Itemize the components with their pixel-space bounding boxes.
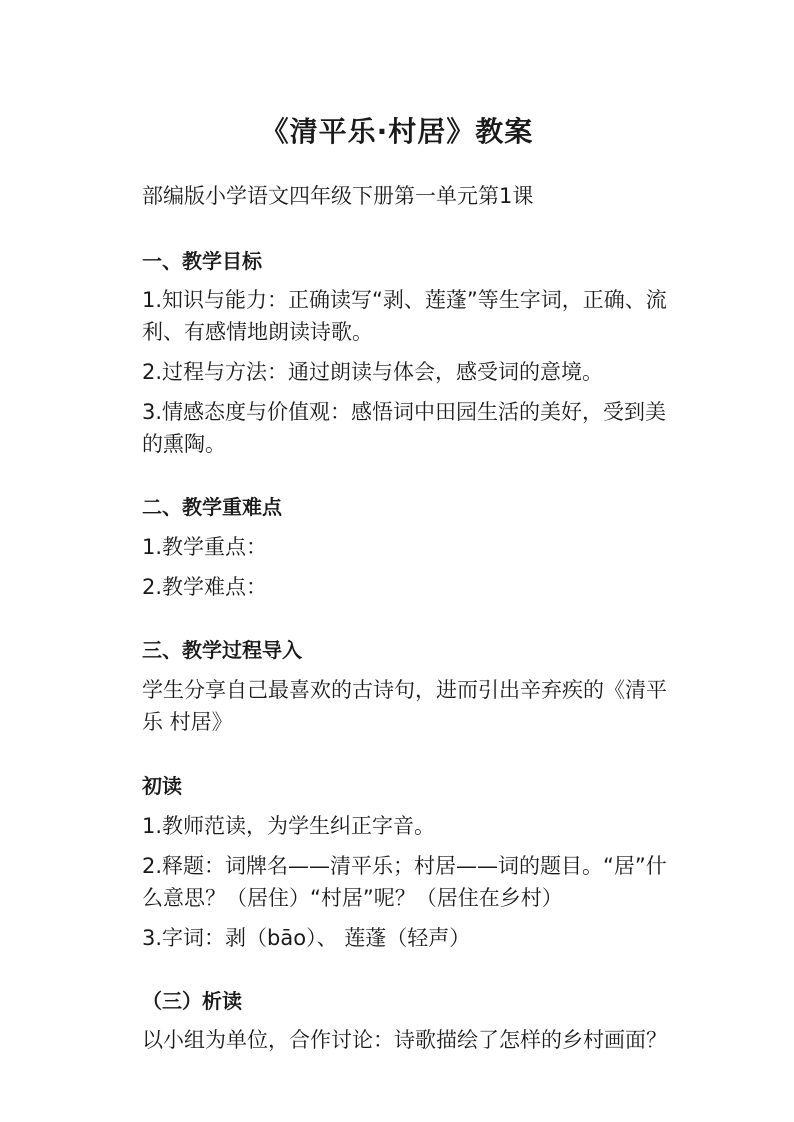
reading-item-1: 1.教师范读，为学生纠正字音。 [142,814,436,838]
document-subtitle: 部编版小学语文四年级下册第一单元第1课 [142,184,534,208]
reading-item-2-line-1: 2.释题：词牌名——清平乐；村居——词的题目。“居”什 [142,854,667,878]
objective-1-line-1: 1.知识与能力：正确读写“剥、莲蓬”等生字词，正确、流 [142,288,667,312]
section-heading-first-reading: 初读 [142,774,182,798]
reading-item-2-line-2: 么意思？（居住）“村居”呢？（居住在乡村） [142,886,563,910]
reading-item-3: 3.字词：剥（bāo）、 莲蓬（轻声） [142,926,471,950]
key-point-1: 1.教学重点： [142,535,268,559]
objective-3-line-1: 3.情感态度与价值观：感悟词中田园生活的美好，受到美 [142,400,667,424]
objective-2: 2.过程与方法：通过朗读与体会，感受词的意境。 [142,360,604,384]
process-para-line-1: 学生分享自己最喜欢的古诗句，进而引出辛弃疾的《清平 [142,678,667,702]
objective-3-line-2: 的熏陶。 [142,432,226,456]
analysis-para-line-1: 以小组为单位，合作讨论：诗歌描绘了怎样的乡村画面？ [142,1028,667,1052]
section-heading-key-points: 二、教学重难点 [142,495,282,519]
process-para-line-2: 乐 村居》 [142,710,233,734]
key-point-2: 2.教学难点： [142,575,268,599]
section-heading-analysis: （三）析读 [142,989,242,1013]
document-title: 《清平乐·村居》教案 [260,115,534,148]
objective-1-line-2: 利、有感情地朗读诗歌。 [142,320,373,344]
section-heading-process: 三、教学过程导入 [142,638,302,662]
section-heading-objectives: 一、教学目标 [142,249,262,273]
